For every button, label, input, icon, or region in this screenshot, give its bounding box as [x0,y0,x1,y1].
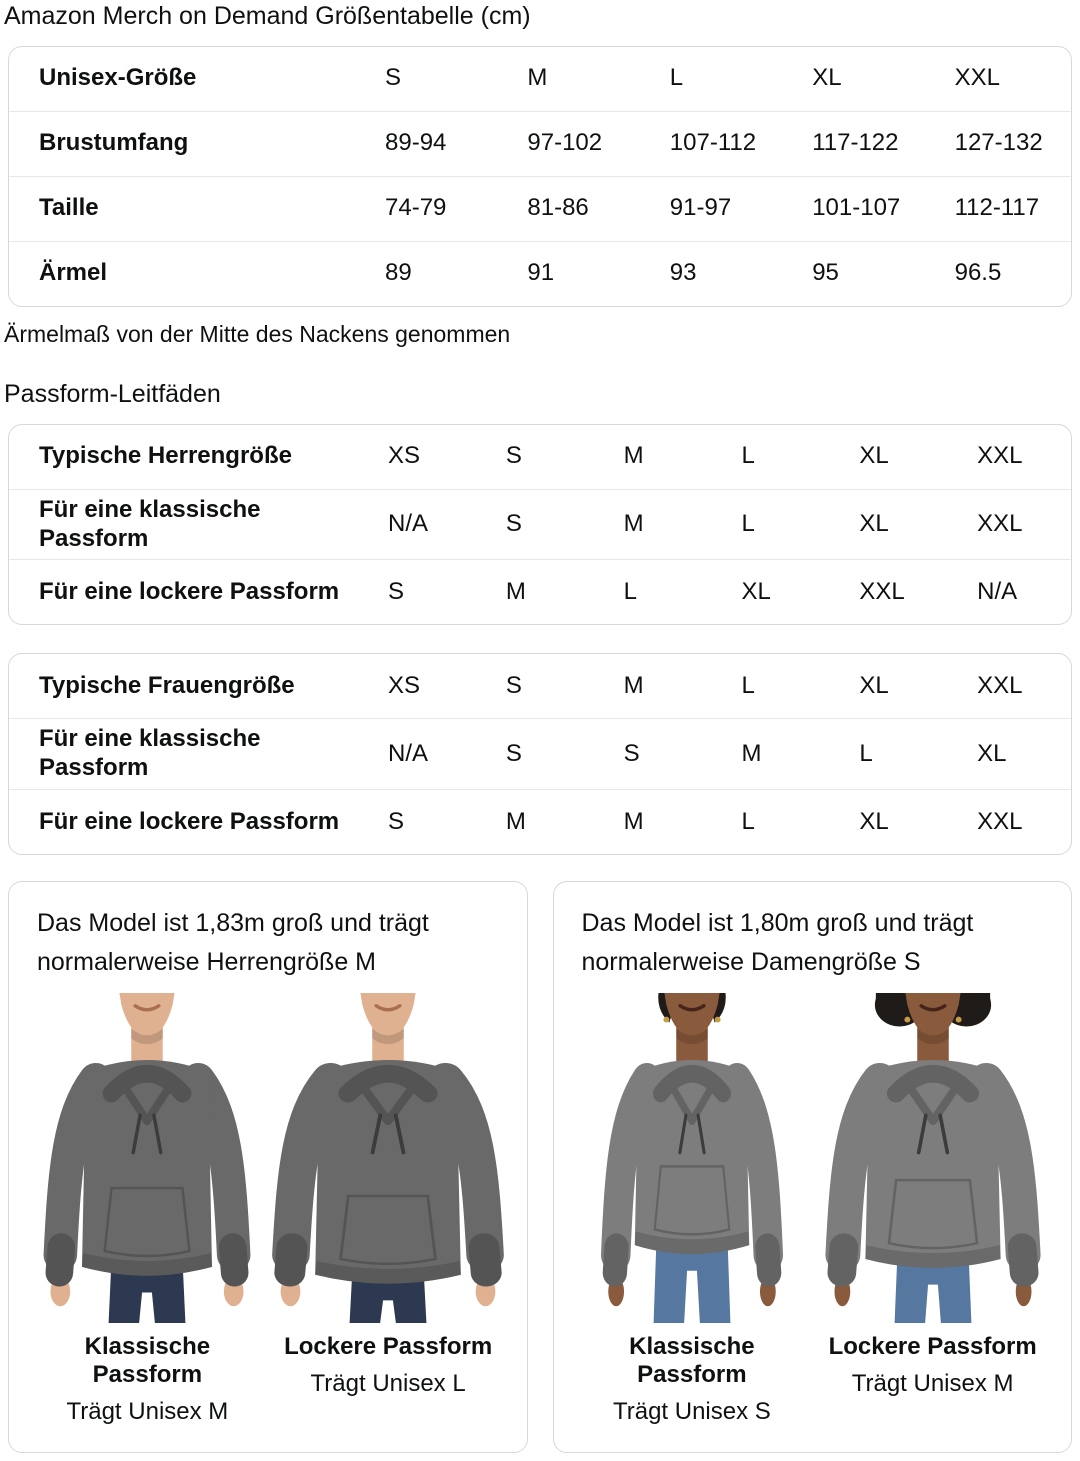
size-header-cell: S [385,64,402,92]
loose-fit-photo-block [268,993,509,1426]
row-label: Unisex-Größe [39,64,197,92]
value-cell: M [741,739,762,767]
row-label: Für eine lockere Passform [39,577,340,605]
value-cell: XL [977,739,1007,767]
fit-label: Lockere Passform [284,1332,493,1360]
value-cell: N/A [977,577,1018,605]
value-cell: L [741,510,755,538]
value-cell: 107-112 [669,129,757,157]
classic-fit-photo-block [572,993,813,1426]
mens-fit-table [8,424,1072,626]
model-photos [572,993,1054,1426]
table-row [9,654,1071,718]
table-row [9,241,1071,306]
wears-size-label: Trägt Unisex L [310,1369,466,1397]
row-label: Taille [39,194,99,222]
value-cell: 95 [812,259,839,287]
value-cell: S [388,577,405,605]
value-cell: XL [859,510,889,538]
classic-fit-photo-block [27,993,268,1426]
value-cell: S [388,807,405,835]
value-cell: M [623,510,644,538]
model-description: Das Model ist 1,80m groß und trägt normalerweise Damengröße S [581,908,974,977]
row-label: Für eine klassische Passform [39,495,261,552]
photo-caption [829,1323,1037,1398]
unisex-size-table [8,46,1072,307]
size-header-cell: M [527,64,548,92]
table-row [9,718,1071,789]
model-description: Das Model ist 1,83m groß und trägt normalerweise Herrengröße M [37,908,429,977]
value-cell: XL [859,807,889,835]
photo-caption [27,1323,268,1426]
wears-size-label: Trägt Unisex M [66,1397,229,1425]
fit-guides-heading: Passform-Leitfäden [4,379,221,408]
table-row [9,489,1071,560]
value-cell: 81-86 [527,194,589,222]
value-cell: XXL [977,807,1023,835]
value-cell: M [623,671,644,699]
male-model-classic-fit-photo [28,993,266,1323]
wears-size-label: Trägt Unisex S [612,1397,771,1425]
row-label: Für eine lockere Passform [39,807,340,835]
value-cell: L [741,671,755,699]
size-header-cell: L [669,64,684,92]
value-cell: 91 [527,259,555,287]
value-cell: L [741,442,755,470]
female-model-card [553,881,1073,1453]
value-cell: 93 [669,259,697,287]
table-row [9,559,1071,624]
value-cell: XXL [977,442,1023,470]
fit-label: Klassische Passform [84,1332,211,1388]
value-cell: XS [388,671,421,699]
page-title: Amazon Merch on Demand Größentabelle (cm) [4,2,531,30]
value-cell: XXL [977,510,1023,538]
value-cell: N/A [388,739,429,767]
value-cell: 96.5 [954,259,1002,287]
fit-label: Lockere Passform [828,1332,1037,1360]
value-cell: L [859,739,873,767]
womens-fit-table [8,653,1072,855]
value-cell: L [623,577,638,605]
value-cell: S [505,442,522,470]
row-label: Ärmel [39,259,108,287]
value-cell: S [505,739,522,767]
value-cell: XL [859,671,889,699]
photo-caption [572,1323,813,1426]
value-cell: S [505,671,522,699]
female-model-loose-fit-photo [814,993,1052,1323]
size-header-cell: XL [812,64,842,92]
value-cell: M [623,807,644,835]
value-cell: M [505,577,526,605]
value-cell: 127-132 [954,129,1043,157]
model-photos [27,993,509,1426]
male-model-card [8,881,528,1453]
model-fit-cards [8,881,1072,1453]
loose-fit-photo-block [812,993,1053,1426]
row-label: Für eine klassische Passform [39,725,261,782]
sleeve-measure-note: Ärmelmaß von der Mitte des Nackens genommen [4,320,511,347]
photo-caption [284,1323,492,1398]
size-header-cell: XXL [954,64,1000,92]
value-cell: XL [741,577,771,605]
value-cell: L [741,807,755,835]
value-cell: XS [388,442,421,470]
value-cell: XXL [977,671,1023,699]
value-cell: M [505,807,526,835]
table-header-row [9,47,1071,111]
row-label: Brustumfang [39,129,189,157]
value-cell: S [623,739,640,767]
fit-label: Klassische Passform [629,1332,755,1388]
female-model-classic-fit-photo [573,993,811,1323]
value-cell: 112-117 [954,194,1040,222]
male-model-loose-fit-photo [269,993,507,1323]
table-row [9,176,1071,241]
value-cell: XXL [859,577,905,605]
value-cell: 89-94 [385,129,447,157]
value-cell: 91-97 [669,194,732,222]
value-cell: M [623,442,644,470]
value-cell: N/A [388,510,429,538]
value-cell: 101-107 [812,194,901,222]
row-label: Typische Frauengröße [39,671,295,699]
table-row [9,425,1071,489]
value-cell: XL [859,442,889,470]
value-cell: 117-122 [812,129,899,157]
wears-size-label: Trägt Unisex M [851,1369,1014,1397]
table-row [9,789,1071,854]
value-cell: 89 [385,259,412,287]
table-row [9,111,1071,176]
value-cell: S [505,510,522,538]
value-cell: 74-79 [385,194,447,222]
row-label: Typische Herrengröße [39,442,292,470]
value-cell: 97-102 [527,129,603,157]
